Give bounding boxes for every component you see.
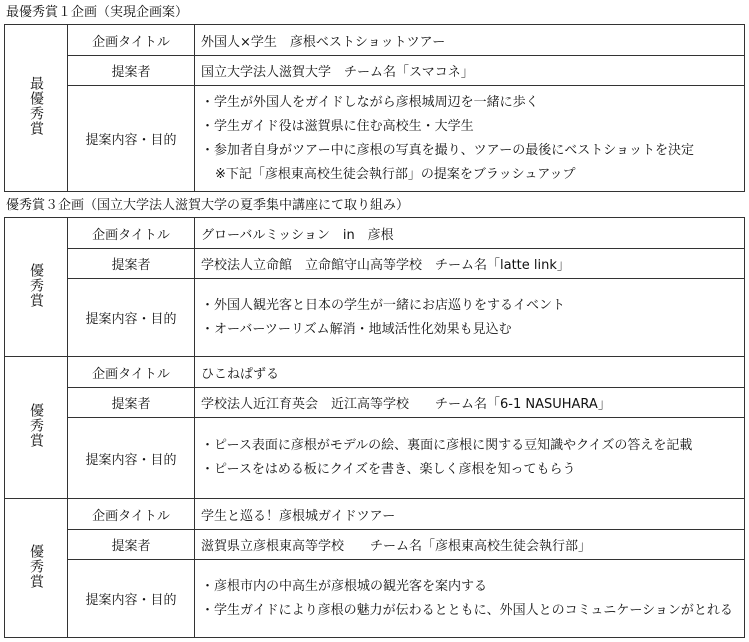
table-row [5, 249, 745, 279]
proposer-label: 提案者 [68, 56, 195, 86]
content-note: ※下記「彦根東高校生徒会執行部」の提案をブラッシュアップ [215, 166, 576, 182]
content-line: ・外国人観光客と日本の学生が一緒にお店巡りをするイベント [201, 297, 566, 313]
proposer: 国立大学法人滋賀大学 チーム名「スマコネ」 [195, 56, 745, 86]
table-row [5, 25, 745, 56]
award-cell [5, 499, 68, 638]
content-label: 提案内容・目的 [68, 279, 195, 357]
plan-content [195, 279, 745, 357]
title-label: 企画タイトル [68, 218, 195, 249]
plan-content [195, 418, 745, 499]
plan-content [195, 86, 745, 192]
proposer-label: 提案者 [68, 388, 195, 418]
table-row [5, 56, 745, 86]
proposer-label: 提案者 [68, 530, 195, 560]
content-line: ・学生が外国人をガイドしながら彦根城周辺を一緒に歩く [201, 94, 539, 110]
plan-title: ひこねぱずる [195, 357, 745, 388]
proposer-label: 提案者 [68, 249, 195, 279]
table-row [5, 388, 745, 418]
plan-title: 外国人×学生 彦根ベストショットツアー [195, 25, 745, 56]
content-line: ・学生ガイドにより彦根の魅力が伝わるとともに、外国人とのコミュニケーションがとれる [201, 602, 733, 618]
table-row [5, 499, 745, 530]
plan-title: 学生と巡る！彦根城ガイドツアー [195, 499, 745, 530]
award-cell [5, 25, 68, 192]
table-row [5, 418, 745, 499]
table-row [5, 86, 745, 192]
table-row [5, 279, 745, 357]
content-line: ・彦根市内の中高生が彦根城の観光客を案内する [201, 578, 488, 594]
content-label: 提案内容・目的 [68, 418, 195, 499]
plan-content [195, 560, 745, 638]
proposer: 学校法人近江育英会 近江高等学校 チーム名「6-1 NASUHARA」 [195, 388, 745, 418]
excellence-prize-table [4, 217, 745, 638]
award-label: 最優秀賞 [28, 76, 44, 136]
content-line: ・オーバーツーリズム解消・地域活性化効果も見込む [201, 321, 512, 337]
content-line: ・学生ガイド役は滋賀県に住む高校生・大学生 [201, 118, 474, 134]
proposer: 学校法人立命館 立命館守山高等学校 チーム名「latte link」 [195, 249, 745, 279]
content-line: ・ピース表面に彦根がモデルの絵、裏面に彦根に関する豆知識やクイズの答えを記載 [201, 438, 693, 453]
award-label: 優秀賞 [28, 262, 44, 308]
section2-heading: 優秀賞３企画（国立大学法人滋賀大学の夏季集中講座にて取り組み） [6, 198, 410, 213]
content-line: ・参加者自身がツアー中に彦根の写真を撮り、ツアーの最後にベストショットを決定 [201, 142, 694, 158]
table-row [5, 530, 745, 560]
table-row [5, 560, 745, 638]
award-cell [5, 218, 68, 357]
plan-title: グローバルミッション in 彦根 [195, 218, 745, 249]
table-row [5, 218, 745, 249]
content-label: 提案内容・目的 [68, 86, 195, 192]
content-label: 提案内容・目的 [68, 560, 195, 638]
award-label: 優秀賞 [28, 543, 44, 589]
title-label: 企画タイトル [68, 499, 195, 530]
table-row [5, 357, 745, 388]
title-label: 企画タイトル [68, 25, 195, 56]
section1-heading: 最優秀賞１企画（実現企画案） [6, 5, 189, 20]
award-cell [5, 357, 68, 499]
title-label: 企画タイトル [68, 357, 195, 388]
grand-prize-table [4, 24, 745, 192]
content-line: ・ピースをはめる板にクイズを書き、楽しく彦根を知ってもらう [201, 462, 576, 477]
proposer: 滋賀県立彦根東高等学校 チーム名「彦根東高校生徒会執行部」 [195, 530, 745, 560]
award-label: 優秀賞 [28, 403, 44, 448]
